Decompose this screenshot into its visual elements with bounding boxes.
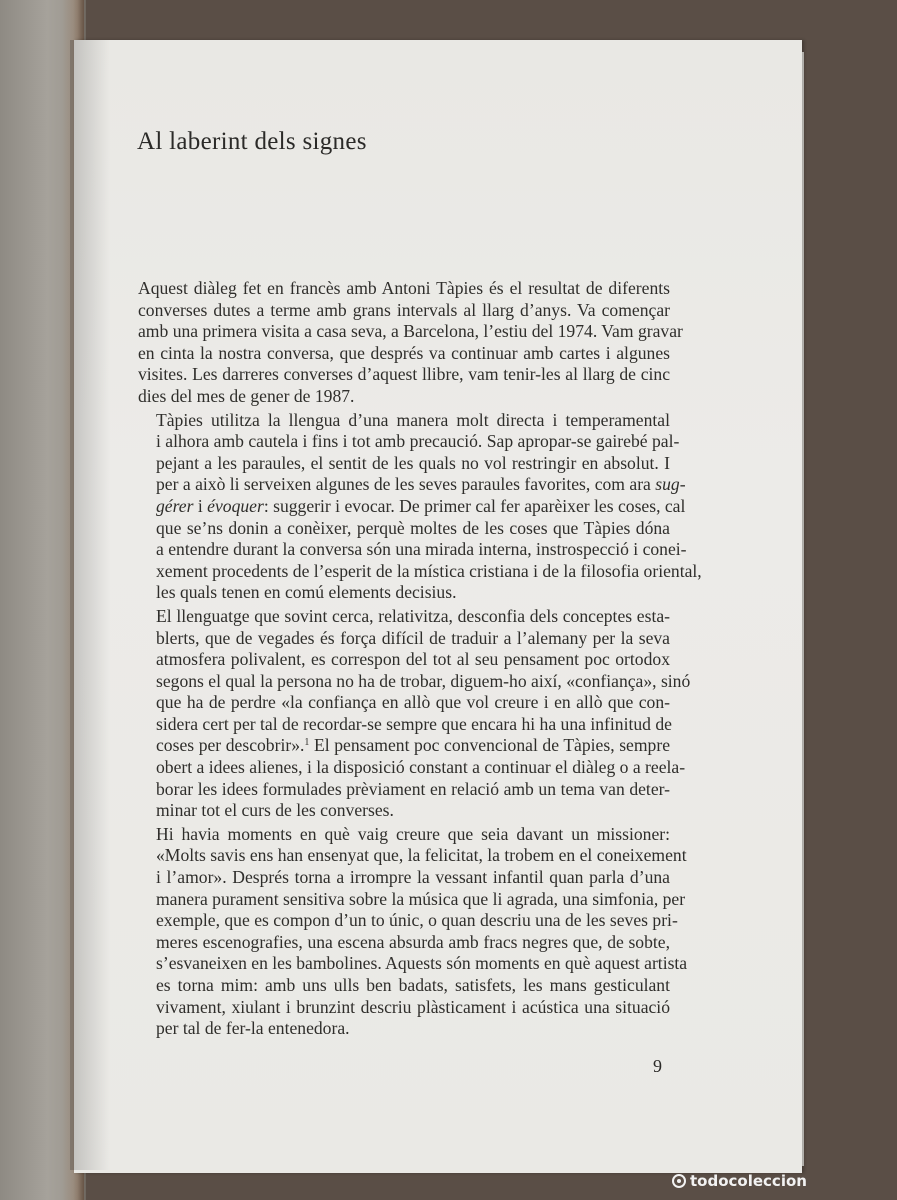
text-line: atmosfera polivalent, es correspon del tot al seu pensament poc ortodox — [156, 649, 670, 670]
text-line — [138, 495, 686, 518]
italic-word: gérer — [156, 495, 194, 516]
text-line: borar les idees formulades prèviament en relació amb un tema van deter- — [156, 778, 670, 799]
text-line: pejant a les paraules, el sentit de les quals no vol restringir en absolut. I — [156, 452, 670, 473]
text-line: amb una primera visita a casa seva, a Barcelona, l’estiu del 1974. Vam gravar — [138, 321, 683, 342]
footnote-marker: 1 — [304, 737, 310, 749]
text-line: «Molts savis ens han ensenyat que, la felicitat, la trobem en el coneixement — [156, 845, 687, 866]
text-line: sidera cert per tal de recordar-se sempre que encara hi ha una infinitud de — [156, 713, 672, 734]
text-line: en cinta la nostra conversa, que després va continuar amb cartes i algunes — [138, 342, 670, 363]
text-line: dies del mes de gener de 1987. — [138, 385, 355, 406]
text-line — [138, 474, 686, 496]
text-line — [138, 735, 670, 757]
paragraph-4 — [138, 823, 688, 1040]
text-line: xement procedents de l’esperit de la mística cristiana i de la filosofia oriental, — [156, 560, 702, 581]
paragraph-2 — [138, 409, 702, 604]
text-line: Tàpies utilitza la llengua d’una manera molt directa i temperamental — [156, 409, 670, 430]
text-line: converses dutes a terme amb grans intervals al llarg d’anys. Va començar — [138, 299, 670, 320]
text-line: per tal de fer-la entenedora. — [156, 1018, 350, 1039]
body-text — [138, 278, 702, 1040]
text-line: blerts, que de vegades és força difícil de traduir a l’alemany per la seva — [156, 627, 670, 648]
paragraph-3 — [138, 605, 691, 822]
text-fragment: El pensament poc convencional de Tàpies, sempre — [309, 735, 671, 756]
text-line: a entendre durant la conversa són una mirada interna, instrospecció i conei- — [156, 539, 687, 560]
text-line: es torna mim: amb uns ulls ben badats, satisfets, les mans gesticulant — [156, 975, 670, 995]
text-line: visites. Les darreres converses d’aquest llibre, vam tenir-les al llarg de cinc — [138, 364, 670, 385]
watermark-text: todocoleccion — [690, 1172, 807, 1190]
text-line: El llenguatge que sovint cerca, relativitza, desconfia dels conceptes esta- — [156, 605, 670, 626]
watermark — [672, 1172, 807, 1190]
text-fragment: per a això li serveixen algunes de les seves paraules favorites, com ara — [156, 474, 656, 495]
watermark-logo-icon — [672, 1174, 686, 1188]
text-line: i alhora amb cautela i fins i tot amb precaució. Sap apropar-se gairebé pal- — [156, 431, 680, 452]
text-line: segons el qual la persona no ha de trobar, diguem-ho així, «confiança», sinó — [156, 670, 691, 691]
text-line: Hi havia moments en què vaig creure que seia davant un missioner: — [156, 823, 670, 844]
text-fragment: : suggerir i evocar. De primer cal fer aparèixer les coses, cal — [263, 495, 686, 516]
text-line: que se’ns donin a conèixer, perquè moltes de les coses que Tàpies dóna — [156, 517, 670, 538]
text-line: meres escenografies, una escena absurda amb fracs negres que, de sobte, — [156, 931, 670, 952]
text-line: manera purament sensitiva sobre la música que li agrada, una simfonia, per — [156, 888, 686, 909]
text-line: Aquest diàleg fet en francès amb Antoni Tàpies és el resultat de diferents — [138, 278, 670, 298]
italic-word: évoquer — [207, 495, 264, 516]
chapter-title: Al laberint dels signes — [137, 128, 367, 155]
paragraph-1 — [138, 278, 683, 408]
text-line: s’esvaneixen en les bambolines. Aquests són moments en què aquest artista — [156, 953, 688, 974]
text-line: minar tot el curs de les converses. — [156, 800, 394, 821]
text-line: vivament, xiulant i brunzint descriu plàsticament i acústica una situació — [156, 996, 670, 1017]
text-fragment: coses per descobrir». — [156, 735, 305, 756]
text-fragment: i — [193, 495, 208, 516]
text-line: obert a idees alienes, i la disposició constant a continuar el diàleg o a reela- — [156, 757, 686, 778]
text-line: exemple, que es compon d’un to únic, o quan descriu una de les seves pri- — [156, 910, 678, 931]
text-line: i l’amor». Després torna a irrompre la vessant infantil quan parla d’una — [156, 867, 670, 888]
page-number: 9 — [653, 1056, 662, 1076]
text-line: les quals tenen en comú elements decisius. — [156, 582, 457, 603]
text-line: que ha de perdre «la confiança en allò que vol creure i en allò que con- — [156, 692, 670, 713]
italic-word: sug- — [655, 474, 686, 495]
